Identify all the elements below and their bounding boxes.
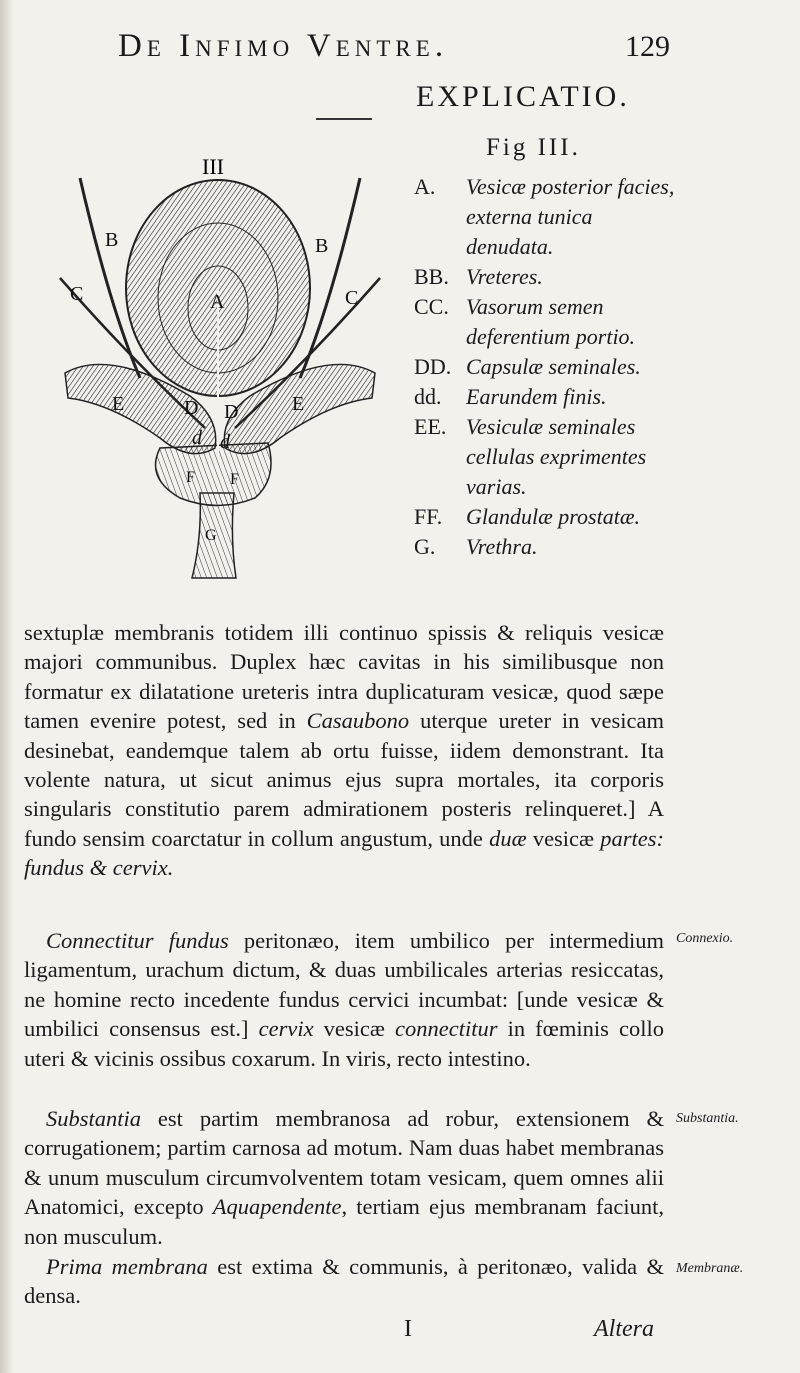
legend-key: BB.	[414, 264, 449, 289]
legend-text: Vesiculæ seminales cellulas exprimentes varias.	[466, 414, 647, 499]
legend-item	[414, 172, 676, 262]
legend-item	[414, 292, 676, 352]
label-d-right: D	[224, 401, 239, 423]
text-run-italic: Substantia	[46, 1106, 142, 1131]
label-e-right: E	[292, 393, 305, 415]
text-run-italic: Prima membrana	[46, 1254, 208, 1279]
paragraph-2	[24, 926, 664, 1073]
text-run: vesicæ	[526, 825, 601, 851]
legend-key: A.	[414, 174, 436, 199]
text-run: , tertiam ejus membranam faciunt, non musculum.	[24, 1194, 664, 1249]
catchword: Altera	[594, 1316, 654, 1342]
legend-text: Glandulæ prostatæ.	[466, 504, 640, 529]
figure-number-label: III	[202, 154, 224, 179]
text-run-italic: Connectitur fundus	[46, 928, 229, 953]
label-a: A	[210, 291, 225, 313]
label-c-right: C	[345, 287, 359, 309]
legend-text: Vasorum semen deferentium portio.	[466, 294, 636, 349]
legend-key: CC.	[414, 294, 449, 319]
label-e-left: E	[112, 393, 125, 415]
legend-item	[414, 262, 676, 292]
legend-key: FF.	[414, 504, 443, 529]
label-b-left: B	[105, 229, 119, 251]
text-run-italic: duæ	[489, 825, 527, 851]
section-title: EXPLICATIO.	[416, 80, 630, 113]
legend-item	[414, 532, 676, 562]
legend-text: Vreteres.	[466, 264, 543, 289]
label-f-right: F	[230, 471, 239, 488]
text-run: vesicæ	[313, 1016, 395, 1042]
margin-note-substantia: Substantia.	[676, 1111, 739, 1126]
text-run: est partim membranosa ad robur, extensionem & corrugationem; partim carnosa ad motum. Nam duas habet membranas & unum musculum circumvolventem totam vesicam, quem omnes alii Anatomici, excepto	[24, 1106, 664, 1220]
signature-mark: I	[404, 1316, 412, 1342]
legend-text: Capsulæ seminales.	[466, 354, 641, 379]
page-gutter-shadow	[0, 0, 14, 1373]
text-run-italic: connectitur	[395, 1016, 498, 1042]
margin-note-connexio: Connexio.	[676, 931, 734, 946]
label-c-left: C	[70, 283, 84, 305]
paragraph-1	[24, 618, 664, 883]
legend-item	[414, 502, 676, 532]
legend-text: Vesicæ posterior facies, externa tunica denudata.	[466, 174, 675, 259]
legend-key: G.	[414, 534, 436, 559]
label-d-left: D	[184, 397, 199, 419]
text-run: in fœminis collo uteri & vicinis ossibus coxarum. In viris, recto intestino.	[24, 1016, 664, 1071]
text-run-italic: partes: fundus & cervix.	[24, 825, 664, 881]
label-lower-d-left: d	[192, 427, 202, 449]
legend-text: Vrethra.	[466, 534, 538, 559]
decorative-rule	[316, 118, 372, 120]
page-number: 129	[625, 30, 670, 63]
text-run: est extima & communis, à peritonæo, valida & densa.	[24, 1254, 665, 1309]
label-f-left: F	[186, 469, 195, 486]
legend-item	[414, 352, 676, 382]
text-run-italic: Casaubono	[306, 708, 410, 734]
text-run-italic: cervix	[258, 1016, 314, 1042]
text-run: peritonæo, item umbilico per intermedium ligamentum, urachum dictum, & duas umbilicales arterias resiccatas, ne homine recto incedente fundus cervici incumbat: [unde vesicæ & umbilici consensus est.]	[24, 928, 665, 1042]
margin-note-membranae: Membranæ.	[676, 1261, 744, 1276]
legend-key: dd.	[414, 384, 442, 409]
figure-heading: Fig III.	[486, 134, 581, 161]
running-title: De Infimo Ventre.	[118, 28, 449, 64]
legend-item	[414, 382, 676, 412]
figure-legend	[414, 172, 676, 562]
anatomical-figure-bladder	[50, 148, 400, 588]
text-run: uterque ureter in vesicam desinebat, eandemque talem ab ortu fuisse, iidem demonstrant. Ita volente natura, ut sicut animus ejus supra mortales, ita corporis singularis constitutio parem admirationem posteris relinqueret.] A fundo sensim coarctatur in collum angustum, unde	[24, 708, 664, 851]
legend-item	[414, 412, 676, 502]
legend-key: EE.	[414, 414, 447, 439]
legend-key: DD.	[414, 354, 452, 379]
label-lower-d-right: d	[220, 431, 230, 453]
paragraph-4	[24, 1252, 664, 1311]
text-run: sextuplæ membranis totidem illi continuo spissis & reliquis vesicæ majori communibus. Duplex hæc cavitas in his similibusque non formatur ex dilatatione ureteris intra duplicaturam vesicæ, quod sæpe tamen evenire potest, sed in	[24, 620, 664, 734]
paragraph-3	[24, 1104, 664, 1251]
legend-text: Earundem finis.	[466, 384, 607, 409]
text-run-italic: Aquapendente	[212, 1194, 342, 1220]
running-head	[118, 28, 678, 68]
label-g: G	[205, 527, 217, 544]
label-b-right: B	[315, 235, 329, 257]
